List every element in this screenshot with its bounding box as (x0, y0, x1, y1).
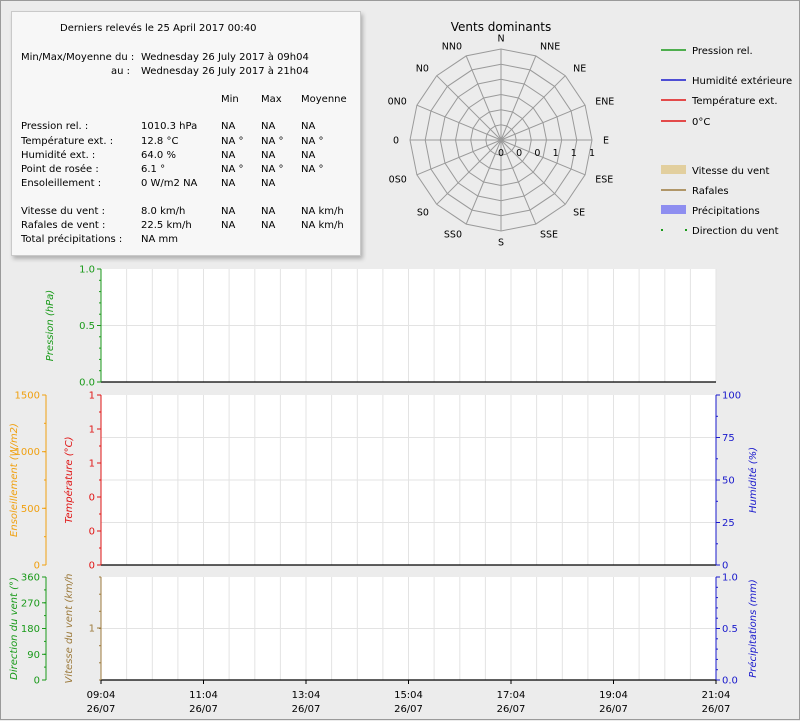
x-tick-time: 21:04 (701, 690, 731, 701)
y-tick-label: 0 (88, 560, 95, 572)
y-tick-label: 90 (27, 649, 40, 661)
x-tick-time: 13:04 (291, 690, 321, 701)
y-axis-title: Pression (hPa) (45, 289, 56, 362)
rose-scale-label: 1 (588, 148, 596, 159)
x-tick-time: 17:04 (496, 690, 526, 701)
summary-row-max: NA (261, 178, 276, 189)
legend-label: Humidité extérieure (692, 76, 793, 87)
y-tick-label: 1000 (14, 447, 40, 459)
summary-row-label: Total précipitations : (21, 234, 123, 245)
summary-row-max: NA ° (261, 164, 284, 175)
y-tick-label: 0.0 (722, 675, 738, 687)
summary-row-min: NA (221, 206, 236, 217)
summary-row-min: NA ° (221, 164, 244, 175)
x-tick-date: 26/07 (496, 704, 526, 715)
summary-row-avg: NA ° (301, 164, 324, 175)
legend-label: Précipitations (692, 206, 760, 217)
y-tick-label: 1 (88, 424, 95, 436)
y-axis-title: Humidité (%) (748, 446, 759, 514)
rose-direction-label: SS0 (443, 229, 462, 241)
legend-label: Direction du vent (692, 226, 779, 237)
rose-direction-label: S (497, 237, 505, 249)
rose-scale-label: 0 (497, 148, 505, 159)
rose-direction-label: 0N0 (387, 96, 407, 108)
rose-direction-label: S0 (416, 207, 429, 219)
summary-row-label: Ensoleillement : (21, 178, 102, 189)
rose-direction-label: SSE (540, 229, 559, 241)
y-tick-label: 500 (20, 503, 40, 515)
legend-label: Température ext. (692, 96, 778, 107)
summary-row-label: Rafales de vent : (21, 220, 106, 231)
range-label-from: Min/Max/Moyenne du : (21, 52, 135, 63)
x-tick-date: 26/07 (86, 704, 116, 715)
y-axis-title: Direction du vent (°) (9, 577, 20, 680)
rose-direction-label: SE (573, 207, 586, 219)
y-tick-label: 25 (722, 518, 735, 529)
summary-row-max: NA (261, 121, 276, 132)
rose-direction-label: ENE (595, 96, 615, 108)
y-tick-label: 270 (20, 598, 40, 610)
wind-precip-chart (9, 573, 759, 687)
rose-title: Vents dominants (450, 20, 552, 34)
summary-row-min: NA (221, 150, 236, 161)
summary-row-min: NA (221, 121, 236, 132)
y-tick-label: 0 (88, 526, 95, 538)
y-tick-label: 0.0 (79, 377, 95, 389)
col-min-header: Min (221, 94, 239, 105)
summary-row-value: 8.0 km/h (141, 206, 186, 217)
rose-direction-label: ESE (595, 174, 614, 186)
y-tick-label: 100 (722, 390, 742, 402)
rose-direction-label: NNE (540, 41, 561, 53)
summary-row-value: 0 W/m2 NA (141, 178, 198, 189)
y-tick-label: 0 (33, 675, 40, 687)
summary-row-max: NA (261, 220, 276, 231)
x-tick-date: 26/07 (291, 704, 321, 715)
rose-direction-label: 0 (392, 135, 399, 147)
rose-direction-label: N0 (415, 63, 429, 75)
summary-row-value: 1010.3 hPa (141, 121, 198, 132)
x-tick-date: 26/07 (599, 704, 628, 715)
y-tick-label: 0.5 (79, 321, 95, 332)
summary-row-min: NA (221, 220, 236, 231)
summary-row-min: NA ° (221, 136, 244, 147)
summary-row-label: Point de rosée : (21, 164, 99, 175)
temperature-humidity-chart (9, 391, 759, 572)
x-tick-date: 26/07 (189, 704, 218, 715)
time-series-charts (1, 1, 800, 721)
y-axis-title: Vitesse du vent (km/h (64, 573, 75, 684)
y-tick-label: 75 (722, 433, 735, 444)
rose-direction-label: NN0 (441, 41, 462, 53)
summary-row-label: Température ext. : (21, 136, 114, 147)
legend-label: Rafales (692, 186, 729, 197)
rose-scale-label: 1 (570, 148, 577, 159)
summary-row-value: 6.1 ° (141, 164, 166, 175)
pressure-chart (45, 265, 716, 389)
rose-scale-label: 1 (552, 148, 559, 159)
y-tick-label: 0 (722, 560, 729, 572)
y-tick-label: 1500 (14, 390, 40, 402)
x-tick-date: 26/07 (394, 704, 423, 715)
x-tick-date: 26/07 (701, 704, 731, 715)
legend-label: 0°C (692, 117, 711, 128)
y-axis-title: Ensoleillement (W/m2) (9, 423, 20, 537)
summary-row-avg: NA ° (301, 136, 324, 147)
x-tick-time: 15:04 (394, 690, 423, 701)
col-max-header: Max (261, 94, 282, 105)
summary-row-value: 64.0 % (141, 150, 176, 161)
y-tick-label: 360 (20, 572, 40, 584)
y-tick-label: 1.0 (722, 572, 738, 584)
y-tick-label: 1.0 (79, 264, 95, 276)
summary-header: Derniers relevés le 25 April 2017 00:40 (60, 23, 257, 34)
summary-row-avg: NA km/h (301, 206, 344, 217)
summary-row-max: NA (261, 206, 276, 217)
summary-row-value: 22.5 km/h (141, 220, 192, 231)
range-from: Wednesday 26 July 2017 à 09h04 (141, 52, 309, 63)
range-label-to: au : (111, 66, 131, 77)
legend-label: Vitesse du vent (692, 166, 770, 177)
x-axis-labels (87, 680, 731, 715)
rose-direction-label: N (497, 33, 505, 45)
y-tick-label: 0 (33, 560, 40, 572)
summary-row-max: NA (261, 150, 276, 161)
y-tick-label: 1 (88, 390, 95, 402)
x-tick-time: 11:04 (189, 690, 218, 701)
y-tick-label: 180 (20, 624, 40, 635)
range-to: Wednesday 26 July 2017 à 21h04 (141, 66, 309, 77)
y-tick-label: 1 (88, 458, 95, 470)
col-avg-header: Moyenne (301, 94, 347, 105)
y-tick-label: 0.5 (722, 624, 738, 635)
y-axis-title: Précipitations (mm) (748, 579, 759, 678)
legend-label: Pression rel. (692, 46, 753, 57)
rose-scale-label: 0 (516, 148, 523, 159)
rose-direction-label: NE (573, 63, 587, 75)
x-tick-time: 09:04 (86, 690, 116, 701)
y-tick-label: 50 (722, 475, 735, 487)
summary-row-max: NA ° (261, 136, 284, 147)
rose-direction-label: 0S0 (388, 174, 407, 186)
y-tick-label: 1 (88, 623, 95, 635)
summary-row-value: 12.8 °C (141, 136, 179, 147)
summary-row-min: NA (221, 178, 236, 189)
summary-row-label: Vitesse du vent : (21, 206, 105, 217)
x-tick-time: 19:04 (599, 690, 628, 701)
rose-scale-label: 0 (534, 148, 541, 159)
summary-row-label: Pression rel. : (21, 121, 89, 132)
y-axis-title: Température (°C) (64, 436, 75, 524)
y-tick-label: 0 (88, 492, 95, 504)
summary-row-value: NA mm (141, 234, 178, 245)
summary-row-avg: NA (301, 150, 316, 161)
summary-row-avg: NA km/h (301, 220, 344, 231)
rose-direction-label: E (603, 135, 610, 147)
summary-row-label: Humidité ext. : (21, 150, 96, 161)
summary-row-avg: NA (301, 121, 316, 132)
